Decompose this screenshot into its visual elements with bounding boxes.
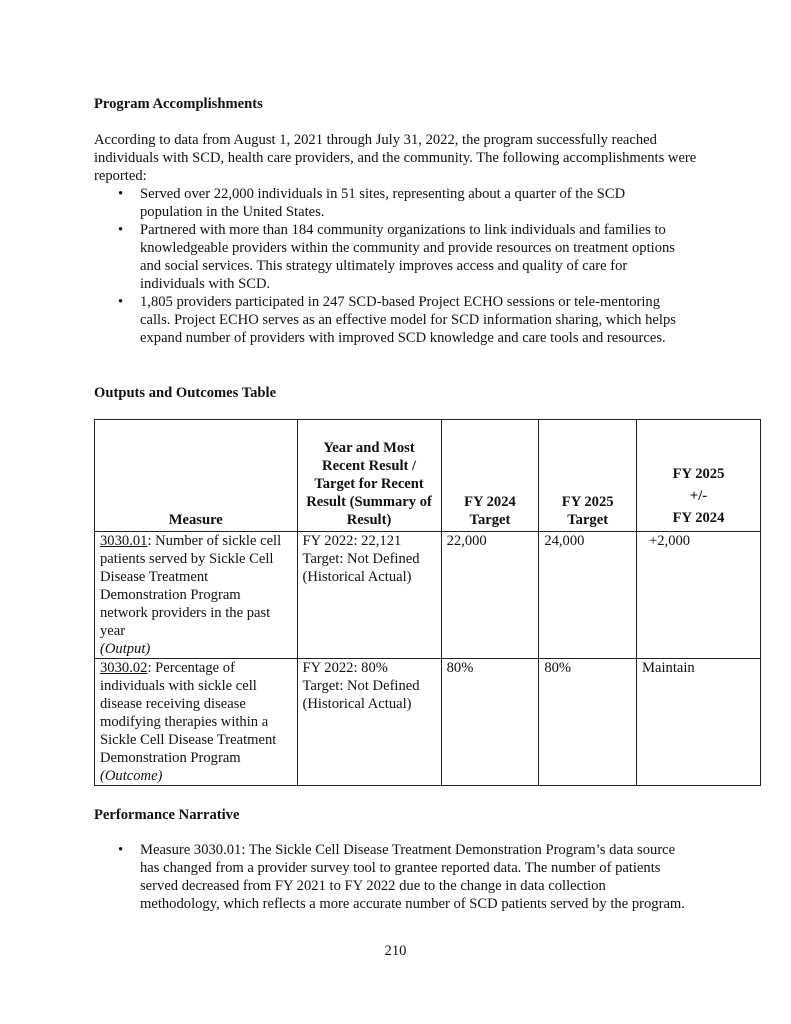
accomplishments-heading: Program Accomplishments: [94, 96, 263, 112]
fy2024-cell: 22,000: [441, 532, 539, 659]
bullet-icon: •: [118, 186, 124, 202]
accomplishments-intro: According to data from August 1, 2021 through July 31, 2022, the program successfully reached individuals with SCD, health care providers, and the community. The following accomplishments were reported:: [94, 132, 697, 184]
bullet-icon: •: [118, 222, 124, 238]
list-item: • Measure 3030.01: The Sickle Cell Disease Treatment Demonstration Program’s data source has changed from a provider survey tool to grantee reported data. The number of patients served decreased from FY 2021 to FY 2022 due to the change in data collection methodology, which reflects a more accurate number of SCD patients served by the program.: [118, 842, 685, 912]
column-header-measure: Measure: [95, 420, 298, 532]
recent-result-cell: FY 2022: 80% Target: Not Defined (Historical Actual): [297, 659, 441, 786]
column-header-recent-result: Year and Most Recent Result / Target for Recent Result (Summary of Result): [297, 420, 441, 532]
measure-cell: 3030.02: Percentage of individuals with sickle cell disease receiving disease modifying therapies within a Sickle Cell Disease Treatment Demonstration Program (Outcome): [95, 659, 298, 786]
column-header-fy2024-target: FY 2024 Target: [441, 420, 539, 532]
column-header-difference: FY 2025 +/- FY 2024: [637, 420, 761, 532]
measure-id-link[interactable]: 3030.01: [100, 533, 148, 549]
table-row: [95, 659, 761, 786]
difference-cell: +2,000: [637, 532, 761, 659]
bullet-icon: •: [118, 294, 124, 310]
table-heading: Outputs and Outcomes Table: [94, 385, 277, 401]
outputs-outcomes-table: [94, 419, 761, 786]
measure-id-link[interactable]: 3030.02: [100, 660, 148, 676]
difference-cell: Maintain: [637, 659, 761, 786]
list-item: • 1,805 providers participated in 247 SCD-based Project ECHO sessions or tele-mentoring calls. Project ECHO serves as an effective model for SCD information sharing, which helps expand number of providers with improved SCD knowledge and care tools and resources.: [118, 294, 676, 346]
page-number: 210: [384, 943, 407, 959]
accomplishments-list: [0, 185, 791, 347]
narrative-heading: Performance Narrative: [94, 807, 240, 823]
list-item: • Partnered with more than 184 community organizations to link individuals and families to knowledgeable providers within the community and provide resources on treatment options and social services. This strategy ultimately improves access and quality of care for individuals with SCD.: [118, 222, 675, 292]
table-header-row: [95, 420, 761, 532]
recent-result-cell: FY 2022: 22,121 Target: Not Defined (Historical Actual): [297, 532, 441, 659]
fy2025-cell: 24,000: [539, 532, 637, 659]
column-header-fy2025-target: FY 2025 Target: [539, 420, 637, 532]
table-row: [95, 532, 761, 659]
fy2024-cell: 80%: [441, 659, 539, 786]
list-item: • Served over 22,000 individuals in 51 sites, representing about a quarter of the SCD population in the United States.: [118, 186, 626, 220]
measure-cell: 3030.01: Number of sickle cell patients served by Sickle Cell Disease Treatment Demonstration Program network providers in the past year (Output): [95, 532, 298, 659]
narrative-list: [0, 841, 791, 913]
fy2025-cell: 80%: [539, 659, 637, 786]
bullet-icon: •: [118, 842, 124, 858]
